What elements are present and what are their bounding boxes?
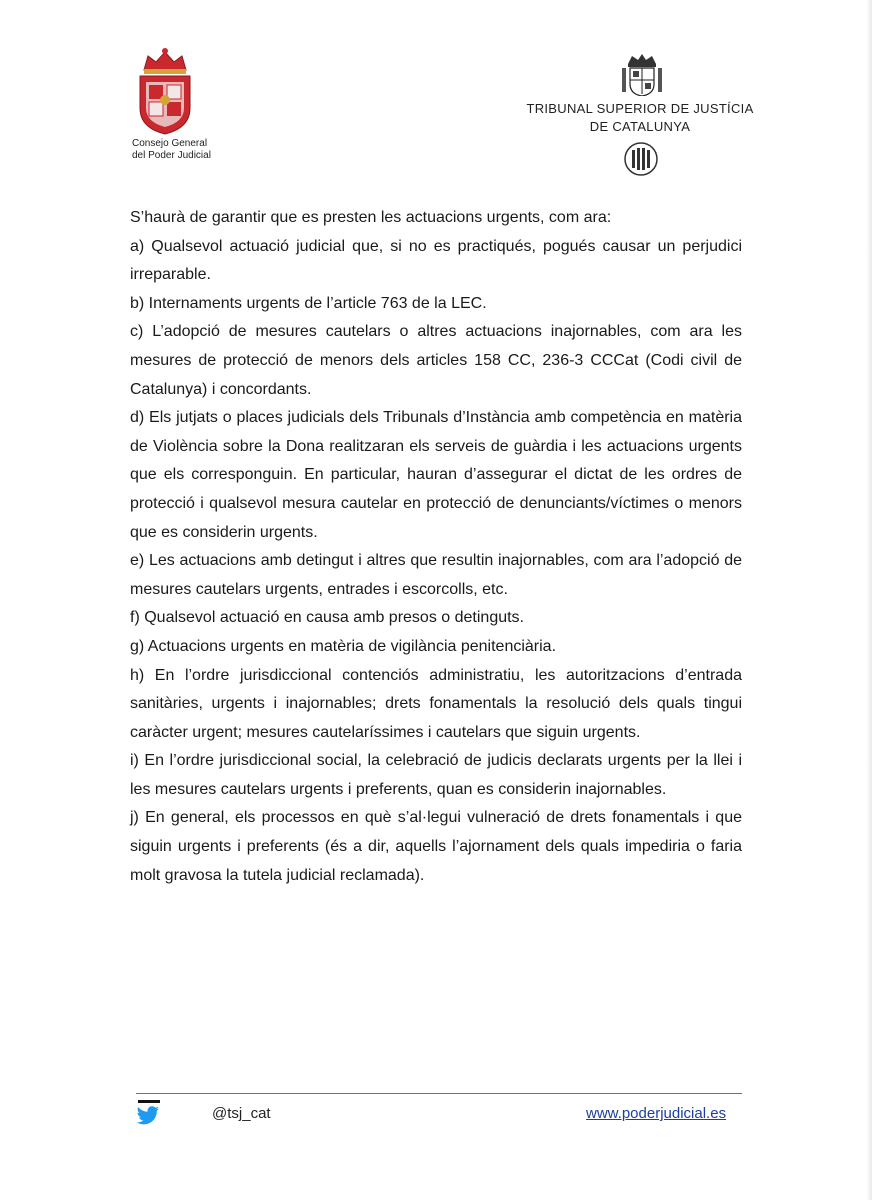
twitter-bird-icon[interactable] [136, 1106, 160, 1126]
cgpj-org-name [132, 138, 211, 162]
item-h-paragraph: h) En l’ordre jurisdiccional contenciós administratiu, les autoritzacions d’entrada sanitàries, urgents i inajornables; drets fonamentals la resolució dels quals tingui caràcter urgent; mesures cautelaríssimes i cautelars que siguin urgents. [130, 666, 742, 741]
website-link[interactable]: www.poderjudicial.es [586, 1105, 727, 1122]
tsj-building-icon [624, 142, 658, 176]
item-g-paragraph: g) Actuacions urgents en matèria de vigilància penitenciària. [130, 637, 557, 655]
twitter-handle[interactable]: @tsj_cat [212, 1105, 271, 1122]
item-f-paragraph: f) Qualsevol actuació en causa amb presos o detinguts. [130, 609, 524, 627]
footer-divider [136, 1093, 742, 1094]
tsj-logo [510, 54, 780, 184]
cgpj-logo [118, 46, 228, 166]
footer-accent-bar [138, 1100, 160, 1103]
document-body [130, 204, 742, 890]
tsj-org-line2: DE CATALUNYA [589, 119, 691, 134]
item-c-paragraph: c) L’adopció de mesures cautelars o altres actuacions inajornables, com ara les mesures de protecció de menors dels articles 158 CC, 236-3 CCCat (Codi civil de Catalunya) i concordants. [130, 323, 742, 398]
cgpj-org-line1: Consejo General [132, 138, 208, 149]
cgpj-crest-icon [130, 46, 200, 136]
item-j-paragraph: j) En general, els processos en què s’al·legui vulneració de drets fonamentals i que siguin urgents i preferents (és a dir, aquells l’ajornament dels quals impediria o faria molt gravosa la tutela judicial reclamada). [130, 809, 742, 884]
item-d-paragraph: d) Els jutjats o places judicials dels Tribunals d’Instància amb competència en matèria de Violència sobre la Dona realitzaran els serveis de guàrdia i les actuacions urgents que els corresponguin. En particular, hauran d’assegurar el dictat de les ordres de protecció i qualsevol mesura cautelar en protecció de denunciants/víctimes o menors que es considerin urgents. [130, 409, 742, 541]
item-e-paragraph: e) Les actuacions amb detingut i altres que resultin inajornables, com ara l’adopció de mesures cautelars urgents, entrades i escorcolls, etc. [130, 552, 742, 598]
item-i-paragraph: i) En l’ordre jurisdiccional social, la celebració de judicis declarats urgents per la llei i les mesures cautelars urgents i preferents, quan es considerin inajornables. [130, 752, 742, 798]
tsj-org-name [510, 100, 770, 136]
spanish-crest-icon [620, 54, 664, 96]
item-b-paragraph: b) Internaments urgents de l’article 763 de la LEC. [130, 294, 487, 312]
item-a-paragraph: a) Qualsevol actuació judicial que, si no es practiqués, pogués causar un perjudici irreparable. [130, 237, 742, 284]
intro-paragraph: S’haurà de garantir que es presten les actuacions urgents, com ara: [130, 209, 612, 226]
page-edge-shadow [866, 0, 872, 1200]
cgpj-org-line2: del Poder Judicial [132, 150, 211, 161]
tsj-org-line1: TRIBUNAL SUPERIOR DE JUSTÍCIA [526, 101, 754, 116]
